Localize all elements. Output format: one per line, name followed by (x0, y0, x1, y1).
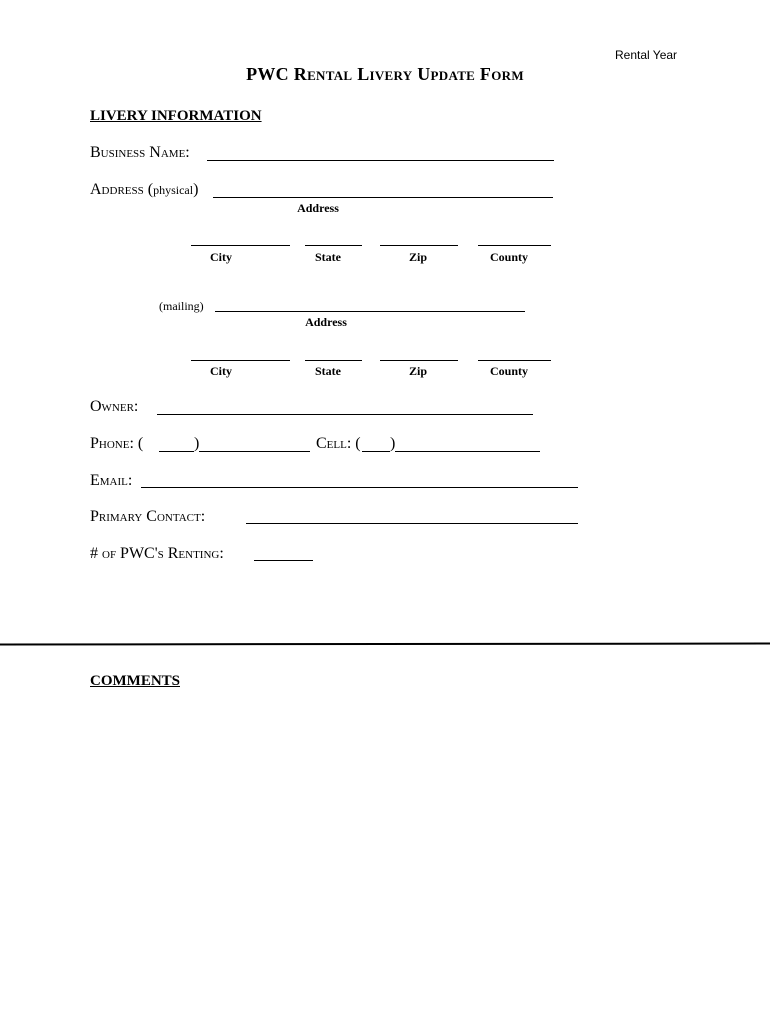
mailing-state-field[interactable] (305, 360, 362, 361)
physical-county-field[interactable] (478, 245, 551, 246)
physical-label: physical (153, 183, 194, 197)
physical-state-caption: State (315, 250, 341, 264)
mailing-city-caption: City (210, 364, 232, 378)
phone-close-paren: ) (194, 435, 200, 452)
cell-label: Cell: ( (316, 435, 361, 452)
physical-address-field[interactable] (213, 197, 553, 198)
comments-area[interactable] (90, 700, 690, 1000)
email-field[interactable] (141, 487, 578, 488)
address-close-paren: ) (193, 181, 199, 198)
primary-contact-label: Primary Contact: (90, 508, 206, 525)
cell-number-field[interactable] (395, 451, 540, 452)
phone-area-code-field[interactable] (159, 451, 194, 452)
physical-address-caption: Address (297, 201, 339, 215)
form-title (0, 64, 770, 85)
comments-heading: COMMENTS (90, 673, 180, 689)
cell-close-paren: ) (390, 435, 396, 452)
address-physical-label (90, 181, 198, 199)
section-divider (0, 643, 770, 646)
address-label: Address ( (90, 181, 154, 198)
livery-information-heading: LIVERY INFORMATION (90, 108, 262, 124)
pwcs-renting-label: # of PWC's Renting: (90, 545, 224, 562)
cell-area-code-field[interactable] (362, 451, 390, 452)
email-label: Email: (90, 472, 133, 489)
owner-field[interactable] (157, 414, 533, 415)
physical-city-field[interactable] (191, 245, 290, 246)
physical-zip-field[interactable] (380, 245, 458, 246)
mailing-county-caption: County (489, 364, 528, 378)
phone-label: Phone: ( (90, 435, 144, 452)
physical-county-caption: County (489, 250, 528, 264)
physical-zip-caption: Zip (408, 250, 427, 264)
form-title-text: PWC Rental Livery Update Form (246, 64, 524, 84)
mailing-city-field[interactable] (191, 360, 290, 361)
physical-city-caption: City (210, 250, 232, 264)
primary-contact-field[interactable] (246, 523, 578, 524)
mailing-county-field[interactable] (478, 360, 551, 361)
physical-state-field[interactable] (305, 245, 362, 246)
owner-label: Owner: (90, 398, 139, 415)
pwcs-renting-field[interactable] (254, 560, 313, 561)
mailing-label: (mailing) (159, 299, 204, 313)
rental-year-label: Rental Year (615, 48, 678, 62)
mailing-zip-caption: Zip (408, 364, 427, 378)
business-name-field[interactable] (207, 160, 554, 161)
mailing-zip-field[interactable] (380, 360, 458, 361)
mailing-address-caption: Address (305, 315, 347, 329)
mailing-state-caption: State (315, 364, 341, 378)
business-name-label: Business Name: (90, 144, 190, 161)
mailing-address-field[interactable] (215, 311, 525, 312)
phone-number-field[interactable] (199, 451, 310, 452)
